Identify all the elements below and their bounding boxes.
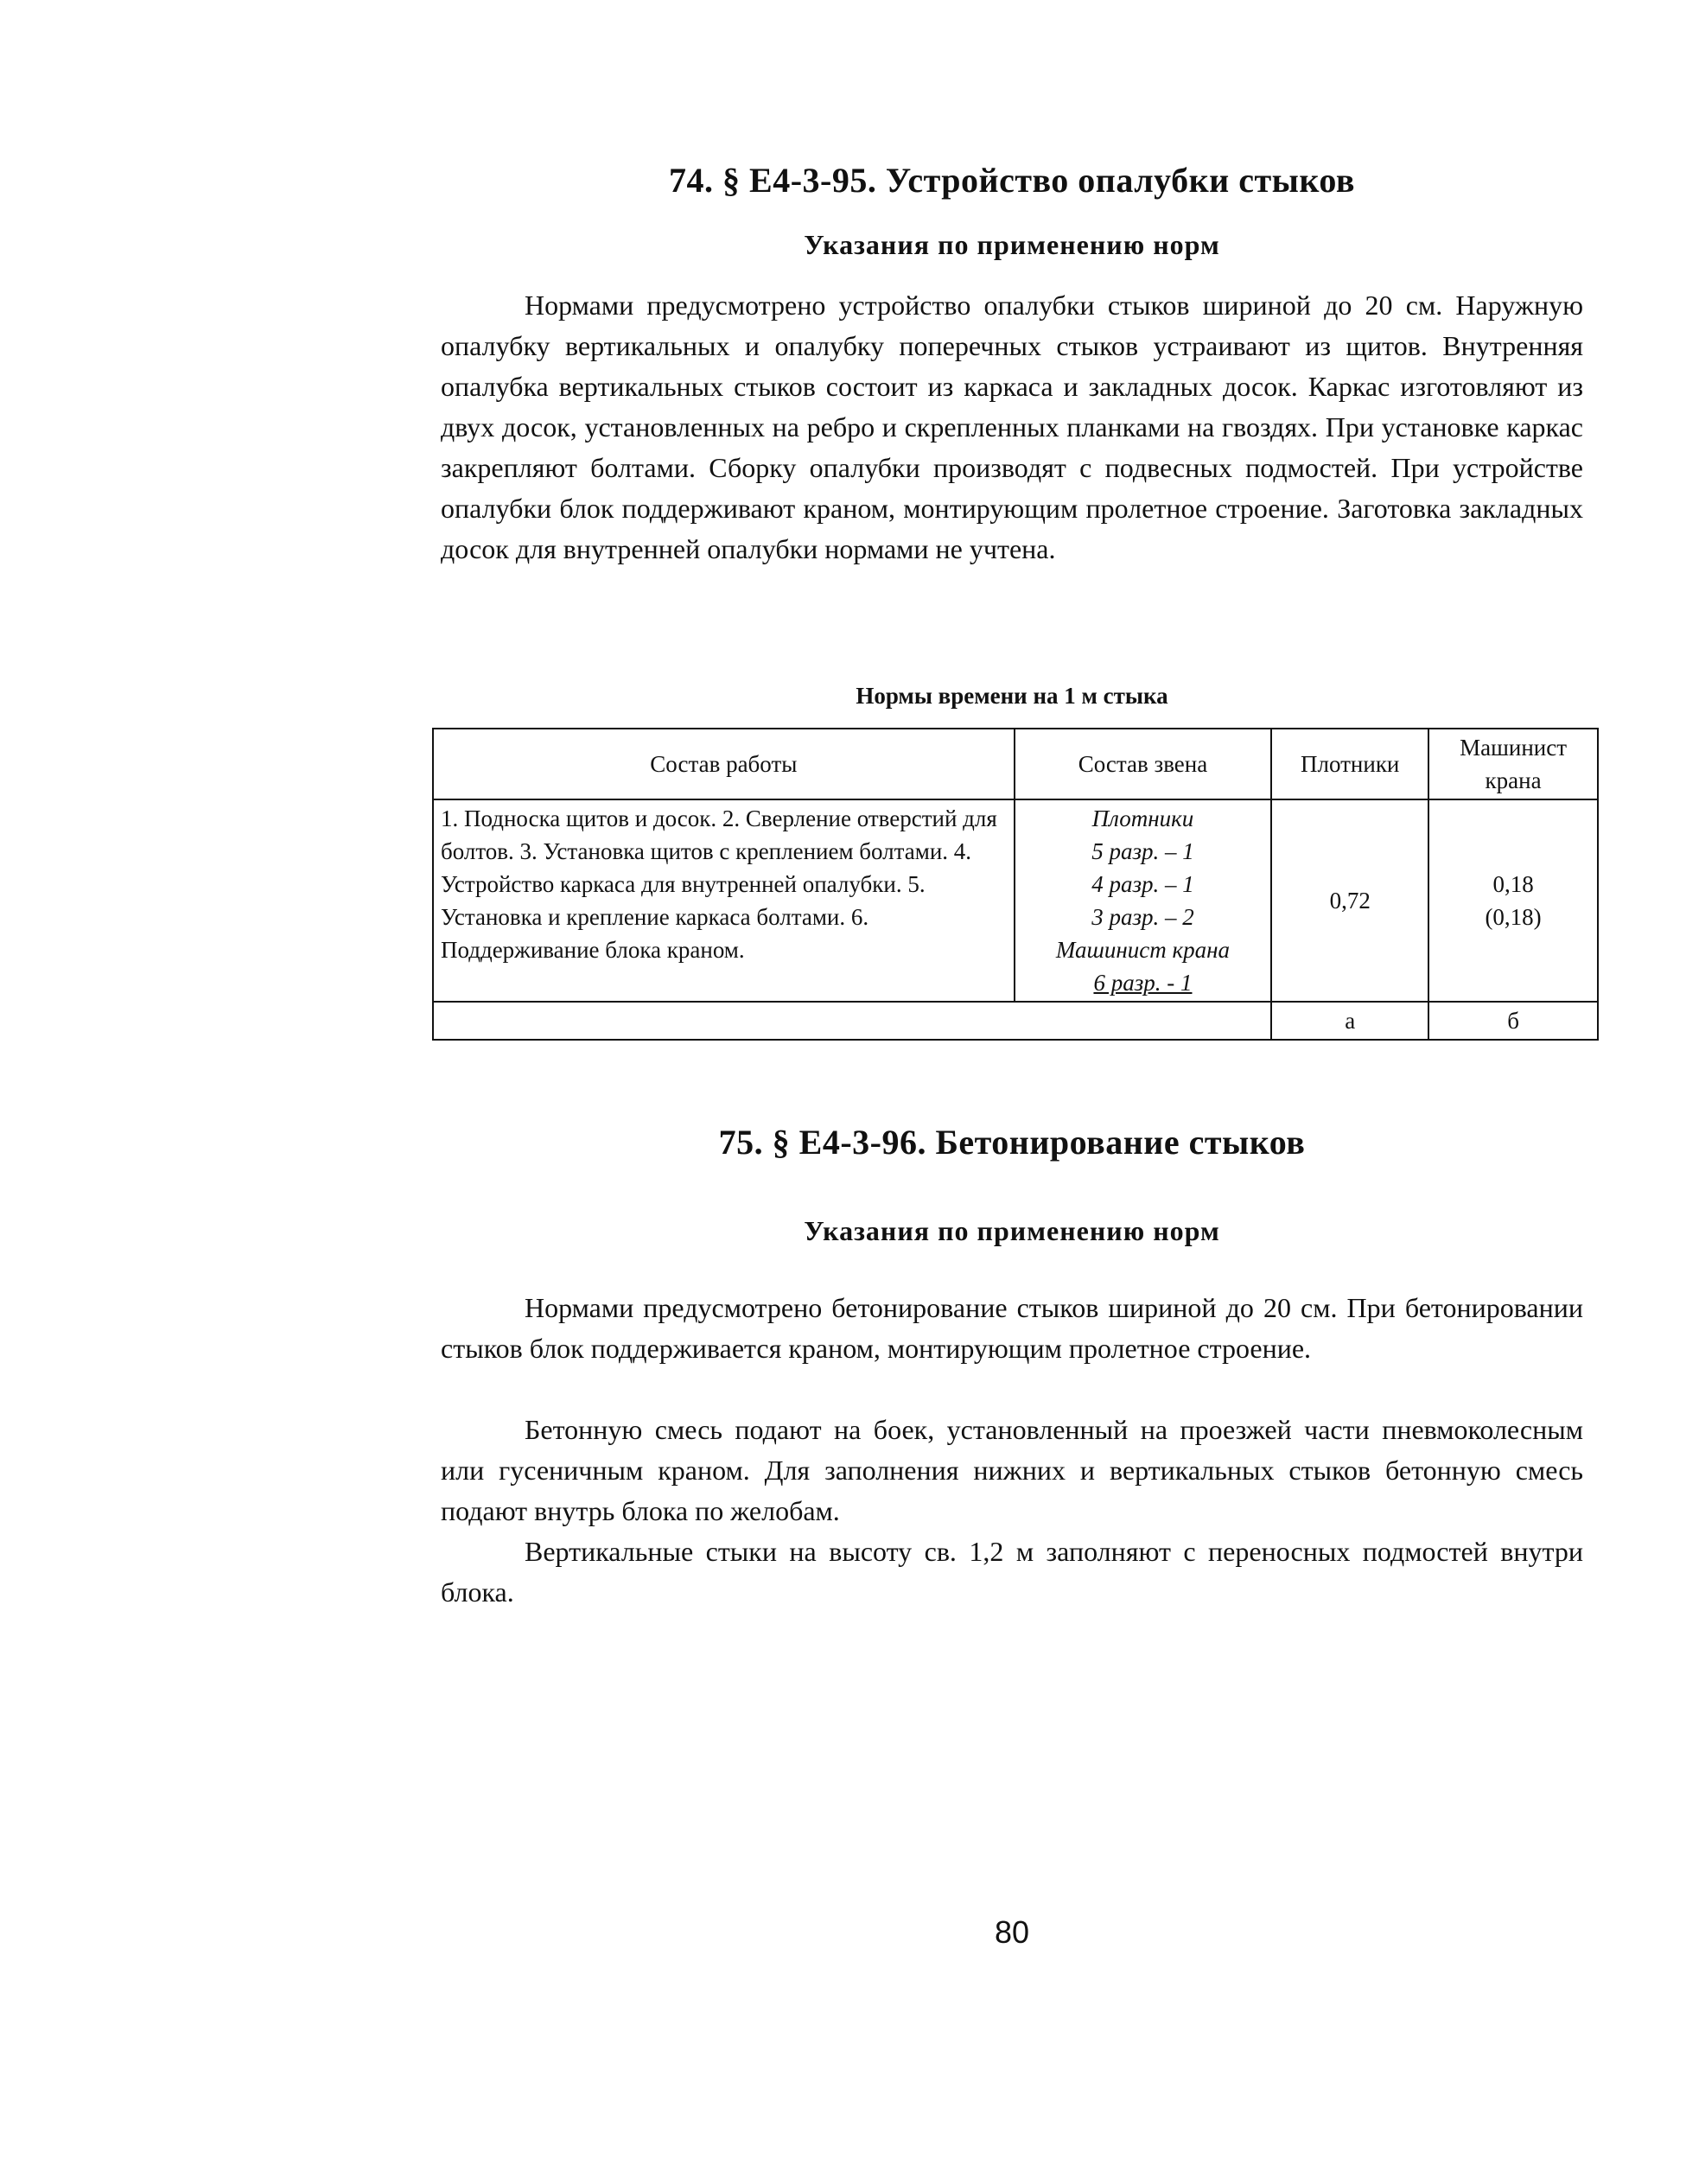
table-row [433,799,1598,1002]
crew-line: 3 разр. – 2 [1091,904,1194,930]
work-description: 1. Подноска щитов и досок. 2. Сверление отверстий для болтов. 3. Установка щитов с креплением болтами. 4. Устройство каркаса для внутренней опалубки. 5. Установка и крепление каркаса болтами. 6. Поддерживание блока краном. [433,799,1015,1002]
table-header-row [433,729,1598,799]
header-crane-operator: Машинист крана [1428,729,1598,799]
table-caption: Нормы времени на 1 м стыка [856,683,1168,709]
crew-line: 4 разр. – 1 [1091,871,1194,897]
crew-line: Плотники [1091,805,1194,831]
table-footer-row [433,1002,1598,1040]
section-75-paragraph-1: Нормами предусмотрено бетонирование стыков шириной до 20 см. При бетонировании стыков блок поддерживается краном, монтирующим пролетное строение. [441,1292,1583,1364]
column-letter-a: а [1271,1002,1428,1040]
footer-empty-cell [433,1002,1271,1040]
column-letter-b: б [1428,1002,1598,1040]
norms-table [432,728,1599,1041]
header-carpenters: Плотники [1271,729,1428,799]
crew-line: 5 разр. – 1 [1091,838,1194,864]
crew-composition [1015,799,1272,1002]
crew-line: Машинист крана [1055,937,1231,963]
carpenters-value: 0,72 [1271,799,1428,1002]
crew-line: 6 разр. - 1 [1093,970,1193,996]
crane-operator-norm-alt: (0,18) [1485,904,1542,930]
section-75-paragraph-3: Вертикальные стыки на высоту св. 1,2 м заполняют с переносных подмостей внутри блока. [441,1536,1583,1608]
section-75-title: 75. § Е4-3-96. Бетонирование стыков [718,1123,1306,1162]
section-74-paragraph: Нормами предусмотрено устройство опалубки стыков шириной до 20 см. Наружную опалубку вертикальных и опалубку поперечных стыков устраивают из щитов. Внутренняя опалубка вертикальных стыков состоит из каркаса и закладных досок. Каркас изготовляют из двух досок, установленных на ребро и скрепленных планками на гвоздях. При установке каркас закрепляют болтами. Сборку опалубки производят с подвесных подмостей. При устройстве опалубки блок поддерживают краном, монтирующим пролетное строение. Заготовка закладных досок для внутренней опалубки нормами не учтена. [441,290,1583,564]
header-work: Состав работы [433,729,1015,799]
header-crew: Состав звена [1015,729,1272,799]
section-75-subtitle: Указания по применению норм [804,1215,1220,1246]
section-75-paragraph-2: Бетонную смесь подают на боек, установленный на проезжей части пневмоколесным или гусеничным краном. Для заполнения нижних и вертикальных стыков бетонную смесь подают внутрь блока по желобам. [441,1414,1583,1526]
section-74-title: 74. § Е4-3-95. Устройство опалубки стыков [669,161,1355,200]
crane-operator-norm: 0,18 [1492,871,1534,897]
crane-operator-value [1428,799,1598,1002]
section-74-subtitle: Указания по применению норм [804,229,1220,260]
page-number: 80 [994,1914,1030,1950]
